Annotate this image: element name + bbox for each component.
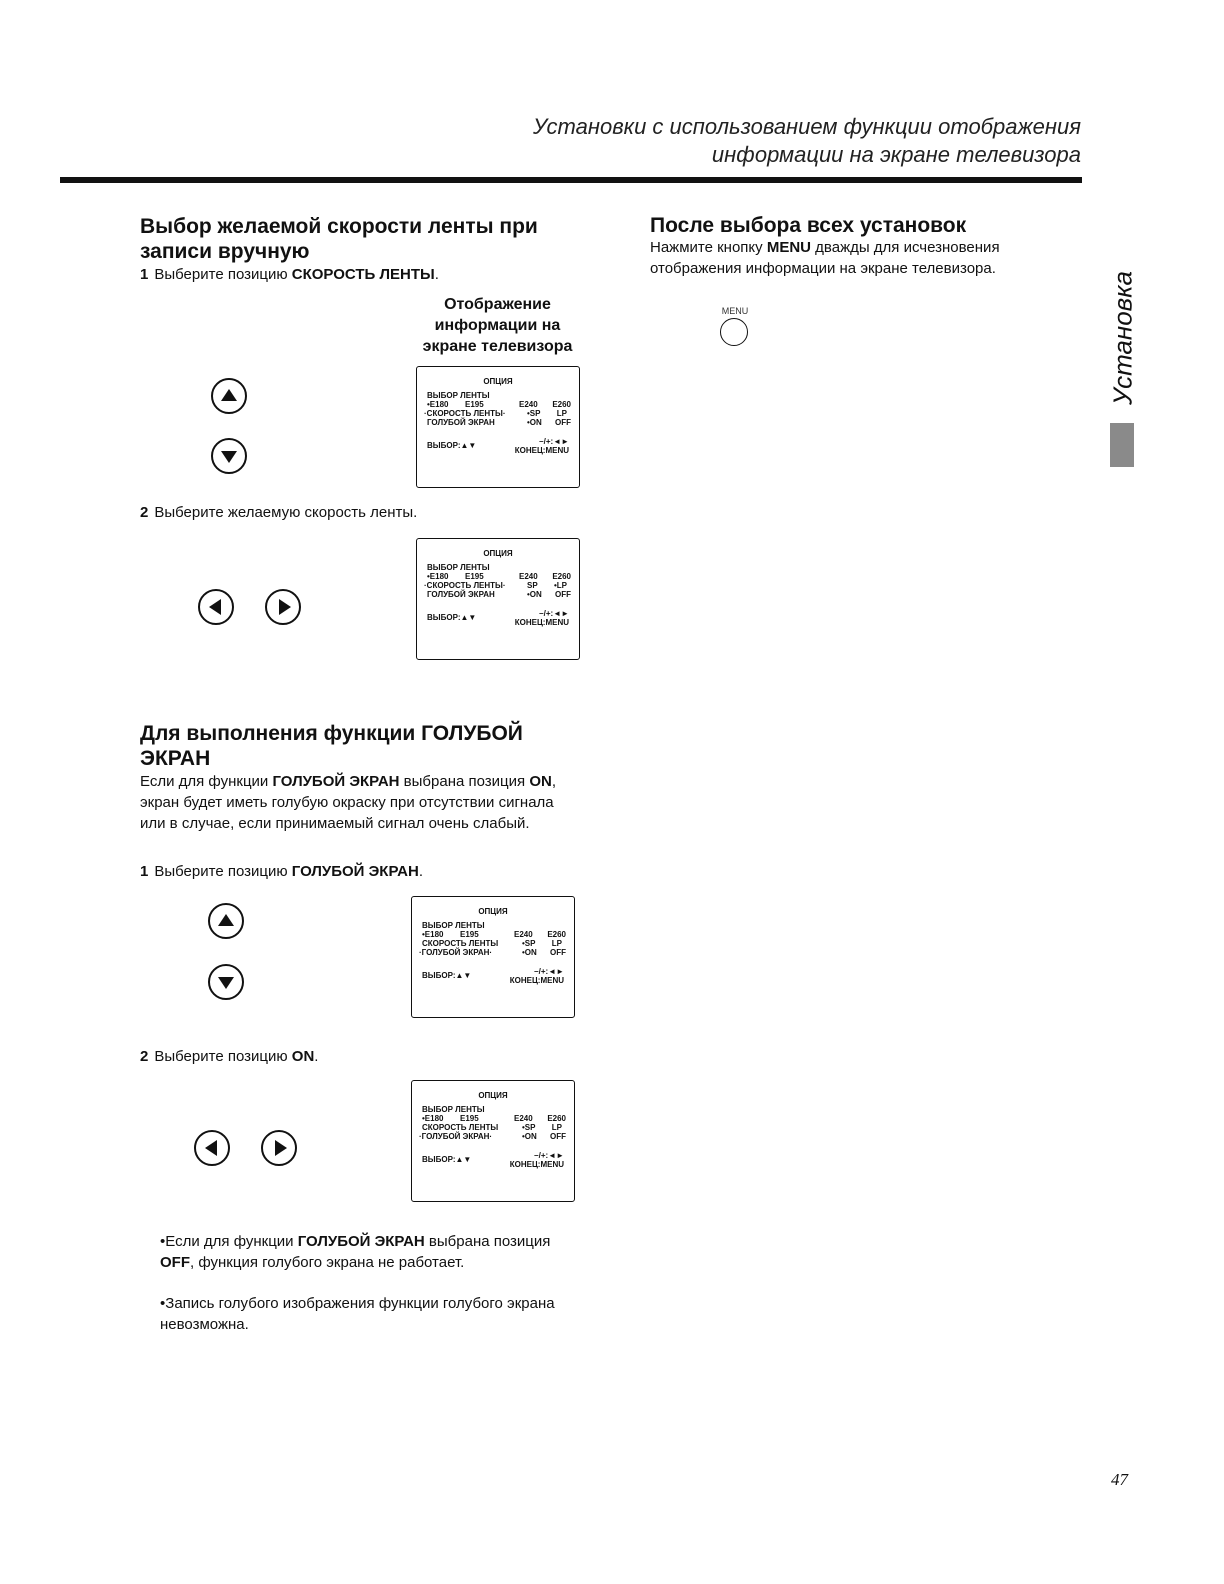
body-text-bold: ГОЛУБОЙ ЭКРАН <box>272 773 400 790</box>
osd-screen-4 <box>411 1080 575 1202</box>
osd-tape-option: E195 <box>460 930 479 939</box>
osd-hints <box>510 967 564 985</box>
header-line-2: информации на экране телевизора <box>711 142 1081 167</box>
tv-display-label: Отображение информации на экране телевизора <box>422 296 573 355</box>
osd-hints <box>515 609 569 627</box>
left-arrow-icon <box>209 599 221 615</box>
down-button[interactable] <box>208 964 244 1000</box>
step-number: 2 <box>140 1048 149 1065</box>
osd-tape-option: E240 <box>519 400 538 409</box>
right-button[interactable] <box>261 1130 297 1166</box>
blue-screen-title: Для выполнения функции ГОЛУБОЙ ЭКРАН <box>140 722 523 770</box>
osd-tape-option: E240 <box>514 1114 533 1123</box>
osd-blue-label: ГОЛУБОЙ ЭКРАН <box>427 590 495 599</box>
body-text: Если для функции <box>140 773 273 790</box>
step-number: 1 <box>140 863 149 880</box>
body-text-bold: ГОЛУБОЙ ЭКРАН <box>297 1233 425 1250</box>
side-tab <box>1108 258 1138 418</box>
page-number: 47 <box>1111 1470 1128 1489</box>
down-arrow-icon <box>221 451 237 463</box>
osd-tape-label: ВЫБОР ЛЕНТЫ <box>427 391 490 400</box>
osd-blue-option: •ON <box>527 418 542 427</box>
osd-speed-label: СКОРОСТЬ ЛЕНТЫ <box>422 939 499 948</box>
osd-plusminus-hint: –/+:◄► <box>534 1151 564 1160</box>
osd-select-hint: ВЫБОР:▲▼ <box>422 971 472 980</box>
osd-speed-option: LP <box>551 939 562 948</box>
osd-blue-option: •ON <box>522 1132 537 1141</box>
osd-tape-option: •E180 <box>427 572 449 581</box>
osd-tape-option: E195 <box>465 572 484 581</box>
body-text-bold: OFF <box>160 1254 190 1271</box>
osd-speed-option: LP <box>551 1123 562 1132</box>
osd-select-hint: ВЫБОР:▲▼ <box>427 441 477 450</box>
osd-blue-label: ГОЛУБОЙ ЭКРАН <box>427 418 495 427</box>
osd-tape-option: E240 <box>514 930 533 939</box>
osd-screen-3 <box>411 896 575 1018</box>
blue-screen-step-1 <box>140 862 423 882</box>
menu-button-label: MENU <box>721 306 749 316</box>
body-text: выбрана позиция <box>424 1233 551 1250</box>
osd-end-hint: КОНЕЦ:MENU <box>509 976 564 985</box>
osd-blue-option: OFF <box>550 1132 566 1141</box>
osd-speed-option: •SP <box>527 409 541 418</box>
osd-screen-1 <box>416 366 580 488</box>
right-button[interactable] <box>265 589 301 625</box>
osd-blue-option: •ON <box>522 948 537 957</box>
step-text-bold: СКОРОСТЬ ЛЕНТЫ <box>291 266 435 283</box>
up-arrow-icon <box>218 914 234 926</box>
after-settings-text <box>650 237 1060 279</box>
up-arrow-icon <box>221 389 237 401</box>
step-text: Выберите желаемую скорость ленты. <box>154 504 418 521</box>
after-settings-title: После выбора всех установок <box>650 214 967 237</box>
step-number: 1 <box>140 266 149 283</box>
bullet-icon: • <box>160 1233 166 1250</box>
header-rule <box>60 177 1082 183</box>
blue-screen-description <box>140 771 580 834</box>
down-arrow-icon <box>218 977 234 989</box>
osd-tape-option: •E180 <box>427 400 449 409</box>
osd-speed-label: ·СКОРОСТЬ ЛЕНТЫ· <box>424 581 506 590</box>
blue-screen-step-2 <box>140 1047 318 1067</box>
osd-tape-label: ВЫБОР ЛЕНТЫ <box>427 563 490 572</box>
step-text: Выберите позицию <box>154 266 292 283</box>
body-text: Если для функции <box>165 1233 298 1250</box>
step-text-bold: ГОЛУБОЙ ЭКРАН <box>291 863 419 880</box>
osd-tape-option: E260 <box>552 572 571 581</box>
up-button[interactable] <box>211 378 247 414</box>
step-text: . <box>434 266 439 283</box>
osd-tape-option: •E180 <box>422 930 444 939</box>
osd-speed-option: •SP <box>522 939 536 948</box>
note-2 <box>160 1293 560 1335</box>
note-1 <box>160 1231 560 1273</box>
osd-end-hint: КОНЕЦ:MENU <box>514 618 569 627</box>
osd-speed-option: SP <box>527 581 538 590</box>
step-number: 2 <box>140 504 149 521</box>
osd-select-hint: ВЫБОР:▲▼ <box>427 613 477 622</box>
osd-blue-label: ·ГОЛУБОЙ ЭКРАН· <box>419 948 493 957</box>
osd-blue-option: •ON <box>527 590 542 599</box>
osd-tape-option: •E180 <box>422 1114 444 1123</box>
step-text: . <box>418 863 423 880</box>
osd-speed-option: LP <box>556 409 567 418</box>
osd-title: ОПЦИЯ <box>478 1091 508 1100</box>
body-text: , экран будет иметь голубую окраску при отсутствии сигнала или в случае, если принимаемый сигнал очень слабый. <box>140 773 556 832</box>
osd-blue-option: OFF <box>550 948 566 957</box>
osd-blue-option: OFF <box>555 590 571 599</box>
side-tab-marker <box>1110 423 1134 467</box>
osd-plusminus-hint: –/+:◄► <box>539 437 569 446</box>
osd-speed-option: •SP <box>522 1123 536 1132</box>
up-button[interactable] <box>208 903 244 939</box>
osd-tape-option: E195 <box>465 400 484 409</box>
osd-tape-label: ВЫБОР ЛЕНТЫ <box>422 1105 485 1114</box>
osd-blue-option: OFF <box>555 418 571 427</box>
body-text-bold: MENU <box>766 239 811 256</box>
body-text: , функция голубого экрана не работает. <box>190 1254 465 1271</box>
step-text: . <box>314 1048 319 1065</box>
left-button[interactable] <box>194 1130 230 1166</box>
step-text: Выберите позицию <box>154 863 292 880</box>
body-text: дважды для исчезновения отображения информации на экране телевизора. <box>650 239 1000 277</box>
right-arrow-icon <box>279 599 291 615</box>
tape-speed-step-1 <box>140 265 439 285</box>
menu-button[interactable] <box>720 318 748 346</box>
osd-title: ОПЦИЯ <box>483 377 513 386</box>
osd-blue-label: ·ГОЛУБОЙ ЭКРАН· <box>419 1132 493 1141</box>
body-text: Запись голубого изображения функции голубого экрана невозможна. <box>160 1295 555 1333</box>
bullet-icon: • <box>160 1295 166 1312</box>
osd-screen-2 <box>416 538 580 660</box>
right-arrow-icon <box>275 1140 287 1156</box>
osd-tape-label: ВЫБОР ЛЕНТЫ <box>422 921 485 930</box>
osd-speed-option: •LP <box>553 581 567 590</box>
osd-speed-label: ·СКОРОСТЬ ЛЕНТЫ· <box>424 409 506 418</box>
side-tab-label: Установка <box>1107 271 1138 405</box>
osd-hints <box>515 437 569 455</box>
osd-tape-option: E260 <box>547 930 566 939</box>
down-button[interactable] <box>211 438 247 474</box>
osd-tape-option: E240 <box>519 572 538 581</box>
osd-plusminus-hint: –/+:◄► <box>534 967 564 976</box>
step-text-bold: ON <box>291 1048 315 1065</box>
osd-plusminus-hint: –/+:◄► <box>539 609 569 618</box>
tape-speed-step-2 <box>140 503 417 523</box>
osd-title: ОПЦИЯ <box>483 549 513 558</box>
osd-end-hint: КОНЕЦ:MENU <box>509 1160 564 1169</box>
header-line-1: Установки с использованием функции отображения <box>532 114 1081 139</box>
body-text: выбрана позиция <box>399 773 530 790</box>
left-button[interactable] <box>198 589 234 625</box>
osd-tape-option: E195 <box>460 1114 479 1123</box>
body-text-bold: ON <box>529 773 552 790</box>
page-header <box>533 113 1081 169</box>
osd-speed-label: СКОРОСТЬ ЛЕНТЫ <box>422 1123 499 1132</box>
tape-speed-title: Выбор желаемой скорости ленты при записи вручную <box>140 215 538 263</box>
body-text: Нажмите кнопку <box>650 239 767 256</box>
osd-tape-option: E260 <box>552 400 571 409</box>
osd-end-hint: КОНЕЦ:MENU <box>514 446 569 455</box>
osd-hints <box>510 1151 564 1169</box>
osd-tape-option: E260 <box>547 1114 566 1123</box>
osd-title: ОПЦИЯ <box>478 907 508 916</box>
left-arrow-icon <box>205 1140 217 1156</box>
osd-select-hint: ВЫБОР:▲▼ <box>422 1155 472 1164</box>
step-text: Выберите позицию <box>154 1048 292 1065</box>
